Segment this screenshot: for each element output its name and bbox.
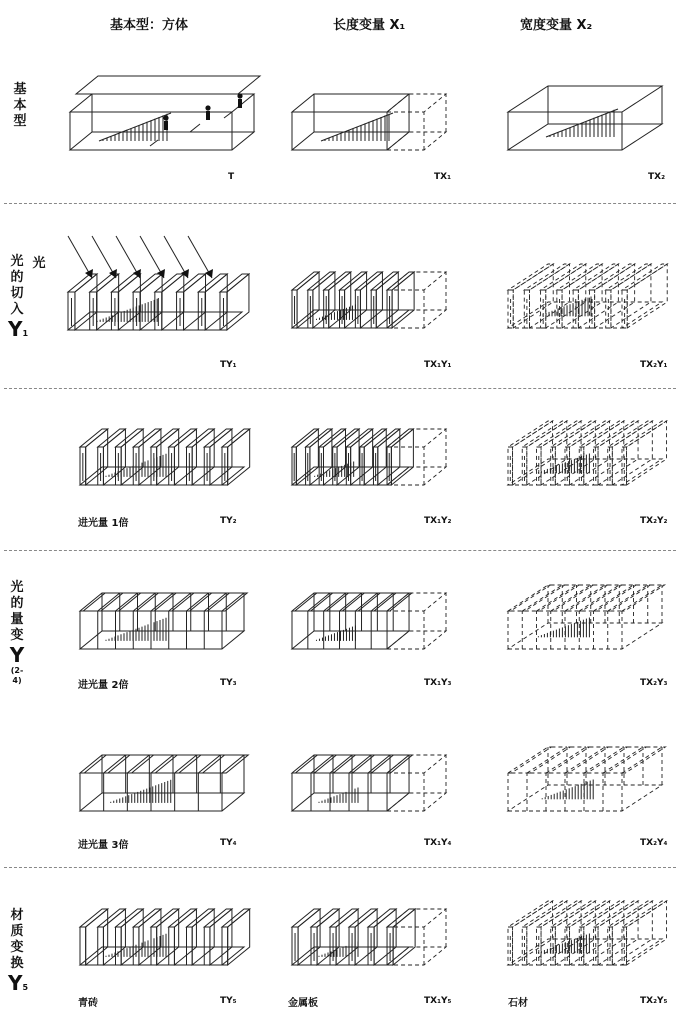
- diagram-TX1Y1: [284, 250, 454, 350]
- code-TX2Y1: TX₂Y₁: [640, 360, 668, 370]
- fin-front: [204, 927, 210, 965]
- fin-front: [98, 927, 104, 965]
- fin-side: [541, 901, 581, 965]
- separator-3: [4, 550, 676, 551]
- fin-top: [330, 909, 358, 927]
- code-TX1Y4: TX₁Y₄: [424, 838, 452, 848]
- code-TY1: TY₁: [220, 360, 237, 370]
- fin-side: [570, 901, 610, 965]
- top-plane: [70, 94, 254, 112]
- top-plane: [292, 94, 409, 112]
- column-header-length: 长度变量 X₁: [333, 18, 406, 33]
- fin-side: [546, 264, 586, 328]
- fin-side: [392, 272, 414, 328]
- fin-top: [387, 909, 415, 927]
- diagram-TY4: [72, 728, 252, 833]
- extension-top: [387, 94, 446, 112]
- code-TX2Y3: TX₂Y₃: [640, 678, 668, 688]
- diagram-T: [62, 52, 262, 172]
- code-TX2Y5: TX₂Y₅: [640, 996, 668, 1006]
- code-TY2: TY₂: [220, 516, 237, 526]
- diagram-TX2: [500, 62, 670, 172]
- fin-top: [133, 909, 161, 927]
- code-TX1: TX₁: [434, 172, 452, 182]
- fin-side: [627, 264, 667, 328]
- diagram-TX1Y3: [284, 566, 454, 671]
- column-header-width: 宽度变量 X₂: [520, 18, 593, 33]
- fin-side: [192, 909, 214, 965]
- diagram-TY2: [72, 402, 252, 507]
- fin-side: [513, 264, 553, 328]
- caption-stone: 石材: [508, 998, 528, 1009]
- floor-plane: [508, 785, 662, 811]
- frame-top: [340, 593, 365, 611]
- floor-plane: [508, 939, 662, 965]
- fin-top: [98, 429, 126, 447]
- floor-plane: [80, 631, 244, 649]
- row-label-light-change-symbol: Y: [9, 643, 25, 667]
- person-icon: [163, 115, 168, 120]
- fin-top: [187, 909, 215, 927]
- floor-plane: [292, 310, 409, 328]
- separator-4: [4, 867, 676, 868]
- fin-side: [555, 901, 595, 965]
- frame-top: [292, 593, 317, 611]
- fin-top: [151, 909, 179, 927]
- fin-side: [612, 421, 652, 485]
- caption-brick: 青砖: [78, 998, 98, 1009]
- person-icon: [164, 121, 168, 130]
- caption-light-1x: 进光量 1倍: [78, 518, 129, 529]
- fin-top: [116, 429, 144, 447]
- floor-plane: [70, 132, 254, 150]
- floor-plane: [508, 623, 662, 649]
- diagram-TY3: [72, 566, 252, 671]
- column-header-basic: 基本型：方体: [110, 18, 189, 33]
- code-TX1Y3: TX₁Y₃: [424, 678, 452, 688]
- extension-floor: [387, 631, 446, 649]
- row-label-light-change: [8, 580, 26, 686]
- fin-side: [541, 421, 581, 485]
- floating-roof: [76, 76, 260, 94]
- fin-side: [174, 909, 196, 965]
- fin-side: [210, 429, 232, 485]
- fin-side: [598, 901, 638, 965]
- frame-top: [508, 585, 551, 611]
- fin-side: [562, 264, 602, 328]
- fin-top: [80, 909, 108, 927]
- fin-side: [513, 901, 553, 965]
- fin-front: [80, 927, 86, 965]
- code-TY4: TY₄: [220, 838, 237, 848]
- fin-front: [169, 927, 175, 965]
- person-icon: [237, 93, 242, 98]
- diagram-TX2Y3: [500, 566, 670, 671]
- row-label-material-text: 材质变换: [10, 908, 24, 971]
- fin-top: [349, 909, 377, 927]
- diagram-TX2Y5: [500, 882, 670, 987]
- separator-1: [4, 203, 676, 204]
- code-TX1Y5: TX₁Y₅: [424, 996, 452, 1006]
- arrow-icon: [224, 112, 232, 118]
- diagram-TX1Y2: [284, 402, 454, 507]
- person-icon: [238, 99, 242, 108]
- fin-side: [228, 429, 250, 485]
- arrow-head-icon: [109, 269, 117, 278]
- fin-side: [103, 909, 125, 965]
- code-TX2Y2: TX₂Y₂: [640, 516, 668, 526]
- code-TY5: TY₅: [220, 996, 237, 1006]
- fin-side: [529, 264, 569, 328]
- frame-top: [527, 747, 570, 773]
- fin-side: [595, 264, 635, 328]
- row-label-base: 基本型: [13, 82, 27, 129]
- fin-side: [527, 901, 567, 965]
- row-label-light-change-range: (2-4): [10, 666, 24, 685]
- code-TY3: TY₃: [220, 678, 237, 688]
- row-label-light-change-text: 光的量变: [10, 580, 24, 643]
- frame-top: [308, 593, 333, 611]
- extension-top: [387, 755, 446, 773]
- fin-side: [192, 429, 214, 485]
- diagram-TX2Y2: [500, 402, 670, 507]
- row-label-light-in-text: 光的切入: [10, 254, 24, 317]
- code-TX2: TX₂: [648, 172, 666, 182]
- diagram-TX2Y1: [500, 250, 670, 350]
- fin-side: [555, 421, 595, 485]
- fin-side: [527, 421, 567, 485]
- fin-top: [133, 429, 161, 447]
- fin-side: [513, 421, 553, 485]
- fin-side: [578, 264, 618, 328]
- fin-top: [204, 429, 232, 447]
- caption-metal: 金属板: [288, 998, 318, 1009]
- extension-floor: [387, 793, 446, 811]
- frame-top: [584, 747, 627, 773]
- fin-side: [570, 421, 610, 485]
- floor-plane: [508, 124, 662, 150]
- fin-front: [222, 927, 228, 965]
- separator-2: [4, 388, 676, 389]
- fin-top: [187, 429, 215, 447]
- fin-side: [611, 264, 651, 328]
- fin-side: [598, 421, 638, 485]
- frame-top: [371, 593, 396, 611]
- frame-top: [324, 593, 349, 611]
- fin-side: [612, 901, 652, 965]
- code-TX2Y4: TX₂Y₄: [640, 838, 668, 848]
- arrow-head-icon: [205, 269, 213, 278]
- diagram-TX1Y4: [284, 728, 454, 833]
- code-TX1Y1: TX₁Y₁: [424, 360, 452, 370]
- row-label-light-in: [8, 254, 29, 345]
- code-TX1Y2: TX₁Y₂: [424, 516, 452, 526]
- fin-top: [169, 909, 197, 927]
- caption-light-2x: 进光量 2倍: [78, 680, 129, 691]
- fin-top: [204, 909, 232, 927]
- frame-top: [603, 747, 646, 773]
- arrow-icon: [190, 124, 200, 132]
- fin-side: [228, 909, 250, 965]
- floor-plane: [292, 132, 409, 150]
- fin-top: [222, 909, 250, 927]
- arrow-head-icon: [181, 269, 189, 278]
- fin-top: [222, 429, 250, 447]
- fin-side: [627, 901, 667, 965]
- floor-plane: [292, 631, 409, 649]
- fin-front: [187, 927, 193, 965]
- floor-plane: [508, 459, 662, 485]
- extension-floor: [387, 132, 446, 150]
- person-icon: [205, 105, 210, 110]
- fin-side: [584, 901, 624, 965]
- fin-side: [391, 429, 413, 485]
- fin-side: [627, 421, 667, 485]
- fin-top: [368, 909, 396, 927]
- code-T: T: [228, 172, 235, 182]
- row-label-light-in-symbol: Y1: [8, 317, 29, 341]
- row-label-material: [8, 908, 29, 999]
- diagram-TX2Y4: [500, 728, 670, 833]
- fin-side: [584, 421, 624, 485]
- row-label-material-symbol: Y5: [8, 971, 29, 995]
- fin-top: [98, 909, 126, 927]
- fin-front: [116, 927, 122, 965]
- person-icon: [206, 111, 210, 120]
- diagram-TX1Y5: [284, 882, 454, 987]
- fin-top: [169, 429, 197, 447]
- fin-top: [80, 429, 108, 447]
- fin-side: [86, 429, 108, 485]
- fin-side: [86, 909, 108, 965]
- frame-top: [546, 747, 589, 773]
- frame-top: [508, 747, 551, 773]
- frame-top: [355, 593, 380, 611]
- fin-side: [103, 429, 125, 485]
- top-plane: [508, 86, 662, 112]
- diagram-TX1: [284, 62, 454, 172]
- frame-top: [622, 747, 665, 773]
- diagram-TY1: [60, 222, 250, 352]
- diagram-TY5: [72, 882, 252, 987]
- fin-side: [210, 909, 232, 965]
- floor-plane: [292, 793, 409, 811]
- fin-top: [292, 909, 320, 927]
- caption-light-3x: 进光量 3倍: [78, 840, 129, 851]
- row-label-light-side: 光: [32, 256, 46, 271]
- fin-top: [311, 909, 339, 927]
- frame-top: [565, 747, 608, 773]
- extension-top: [387, 593, 446, 611]
- fin-top: [116, 909, 144, 927]
- fin-top: [151, 429, 179, 447]
- fin-side: [174, 429, 196, 485]
